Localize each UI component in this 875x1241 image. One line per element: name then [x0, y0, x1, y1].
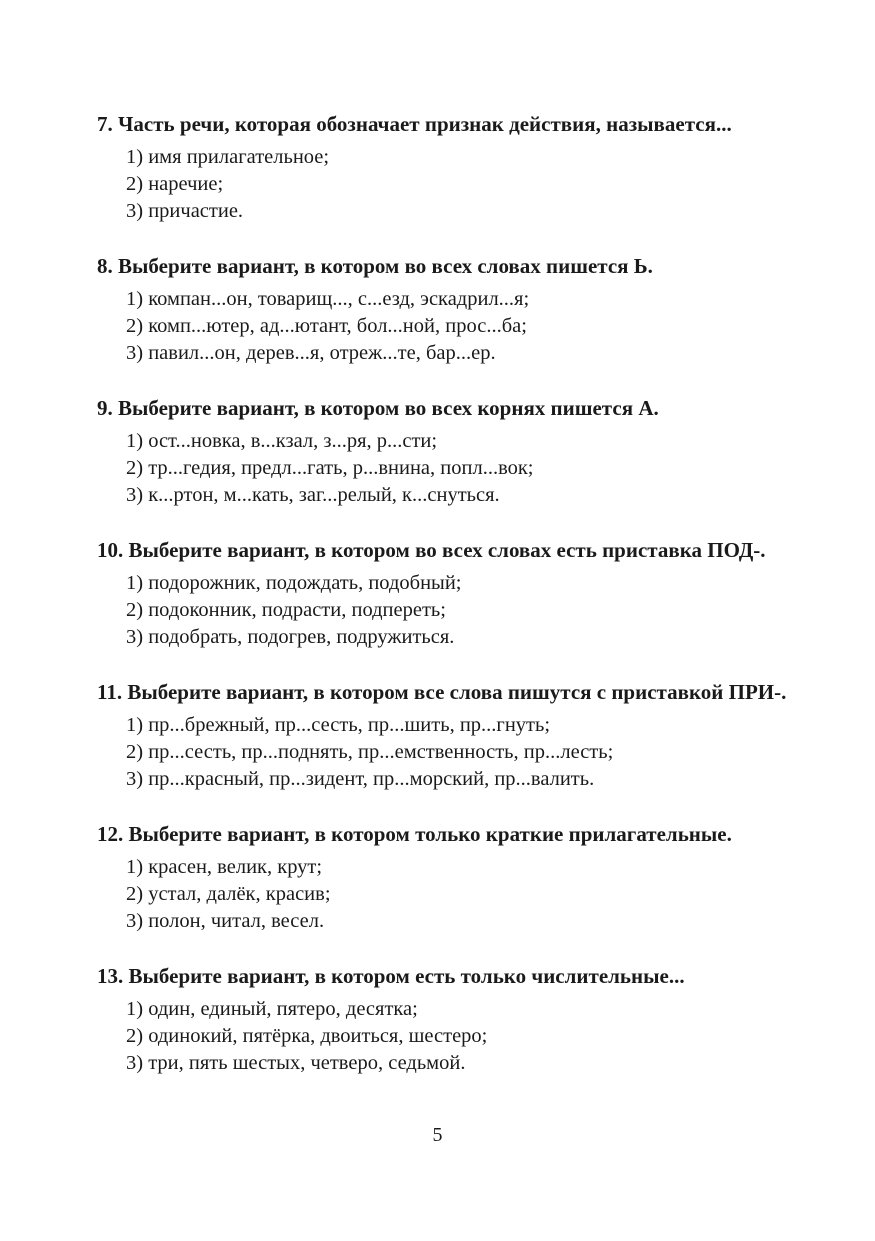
answer-option: 2) наречие; [126, 173, 224, 195]
answer-options [97, 570, 797, 651]
question-9 [97, 394, 797, 509]
page-number: 5 [432, 1124, 443, 1146]
question-title: 11. Выберите вариант, в котором все слова пишутся с приставкой ПРИ-. [97, 680, 787, 704]
question-8 [97, 252, 797, 367]
answer-option: 1) один, единый, пятеро, десятка; [126, 998, 418, 1020]
answer-option: 1) ост...новка, в...кзал, з...ря, р...сти; [126, 430, 438, 452]
question-7 [97, 110, 797, 225]
answer-option: 2) комп...ютер, ад...ютант, бол...ной, прос...ба; [126, 315, 527, 337]
answer-option: 3) пр...красный, пр...зидент, пр...морский, пр...валить. [126, 768, 595, 790]
question-11 [97, 678, 797, 793]
answer-option: 2) одинокий, пятёрка, двоиться, шестеро; [126, 1025, 488, 1047]
question-title: 8. Выберите вариант, в котором во всех словах пишется Ь. [97, 254, 653, 278]
answer-options [97, 428, 797, 509]
question-title: 12. Выберите вариант, в котором только краткие прилагательные. [97, 822, 732, 846]
answer-option: 1) подорожник, подождать, подобный; [126, 572, 462, 594]
question-10 [97, 536, 797, 651]
answer-option: 1) компан...он, товарищ..., с...езд, эскадрил...я; [126, 288, 530, 310]
answer-options [97, 854, 797, 935]
answer-option: 2) тр...гедия, предл...гать, р...внина, попл...вок; [126, 457, 534, 479]
answer-option: 2) пр...сесть, пр...поднять, пр...емственность, пр...лесть; [126, 741, 614, 763]
question-12 [97, 820, 797, 935]
answer-option: 1) красен, велик, крут; [126, 856, 323, 878]
answer-option: 1) имя прилагательное; [126, 146, 330, 168]
answer-option: 2) устал, далёк, красив; [126, 883, 331, 905]
answer-option: 1) пр...брежный, пр...сесть, пр...шить, пр...гнуть; [126, 714, 551, 736]
answer-option: 3) к...ртон, м...кать, заг...релый, к...снуться. [126, 484, 500, 506]
answer-options [97, 996, 797, 1077]
question-13 [97, 962, 797, 1077]
question-title: 9. Выберите вариант, в котором во всех корнях пишется А. [97, 396, 659, 420]
answer-options [97, 144, 797, 225]
question-title: 7. Часть речи, которая обозначает признак действия, называется... [97, 112, 732, 136]
answer-option: 3) подобрать, подогрев, подружиться. [126, 626, 455, 648]
answer-option: 3) причастие. [126, 200, 244, 222]
question-title: 13. Выберите вариант, в котором есть только числительные... [97, 964, 685, 988]
question-title: 10. Выберите вариант, в котором во всех словах есть приставка ПОД-. [97, 538, 766, 562]
answer-options [97, 712, 797, 793]
answer-option: 3) павил...он, дерев...я, отреж...те, бар...ер. [126, 342, 496, 364]
answer-options [97, 286, 797, 367]
answer-option: 3) три, пять шестых, четверо, седьмой. [126, 1052, 466, 1074]
answer-option: 2) подоконник, подрасти, подпереть; [126, 599, 446, 621]
questions-list [97, 110, 797, 1104]
answer-option: 3) полон, читал, весел. [126, 910, 325, 932]
